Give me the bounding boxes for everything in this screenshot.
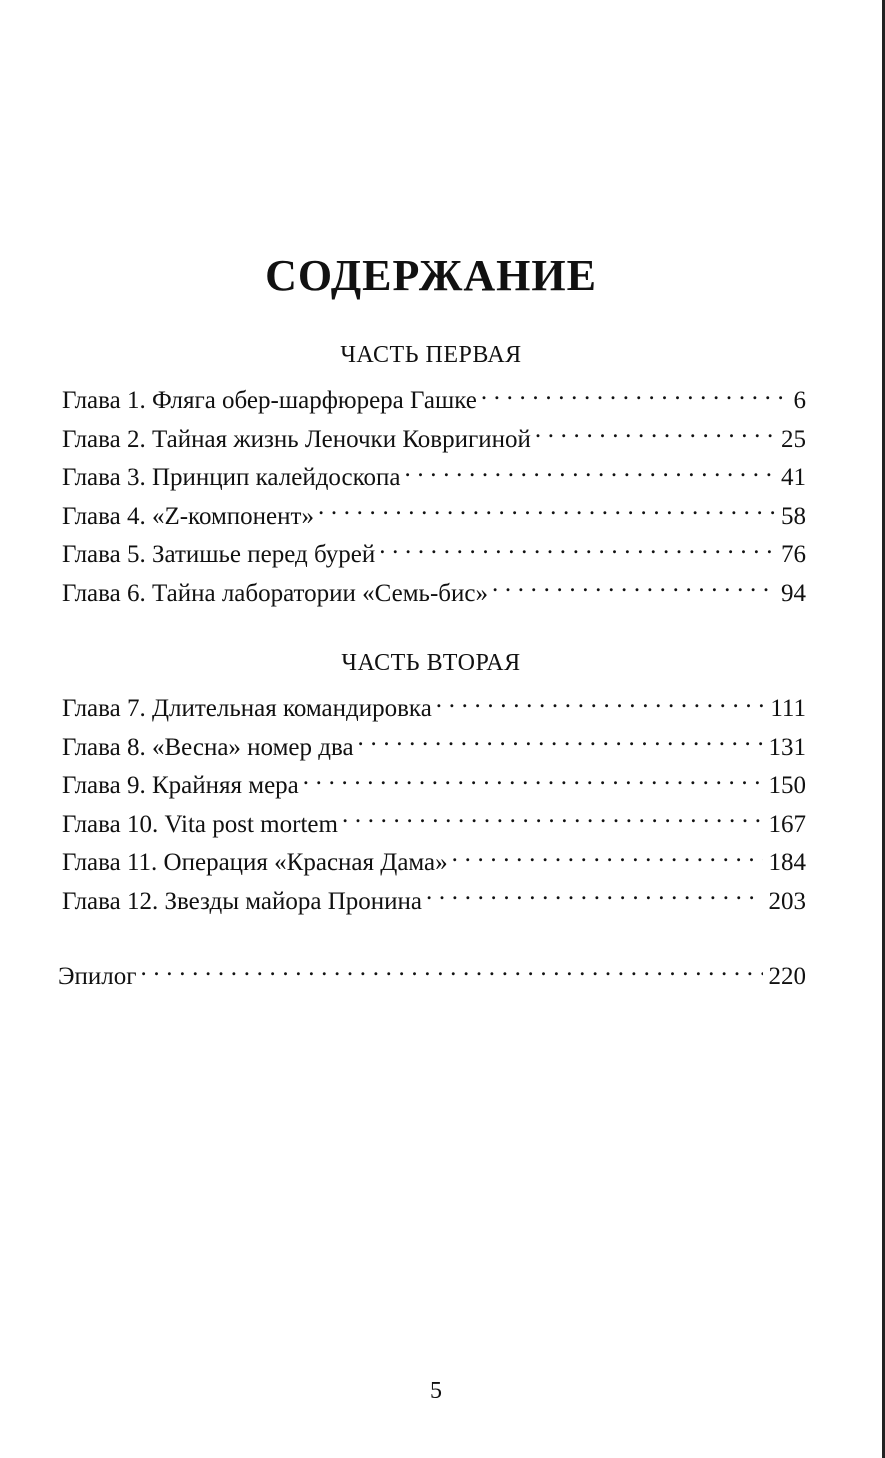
- page-number: 5: [430, 1378, 442, 1404]
- toc-entry-label: Глава 10. Vita post mortem: [62, 810, 338, 838]
- toc-entry-page: 111: [770, 695, 806, 722]
- toc-entry[interactable]: [62, 571, 806, 610]
- toc-entry-page: 220: [768, 963, 806, 990]
- page-title: СОДЕРЖАНИЕ: [265, 251, 597, 300]
- toc-entry[interactable]: [62, 532, 806, 571]
- toc-entry[interactable]: [62, 378, 806, 417]
- dot-leader: [481, 378, 788, 408]
- toc-entry-page: 58: [781, 502, 806, 530]
- dot-leader: [303, 763, 763, 793]
- toc-entry-label: Глава 2. Тайная жизнь Леночки Ковригиной: [62, 425, 531, 453]
- toc-entry-page: 167: [768, 810, 806, 838]
- toc-entry-page: 131: [768, 733, 806, 761]
- toc-entry-label: Глава 9. Крайняя мера: [62, 772, 299, 799]
- part-two-toc: [62, 686, 806, 917]
- toc-entry-label: Глава 6. Тайна лаборатории «Семь-бис»: [62, 579, 488, 607]
- toc-entry[interactable]: [62, 455, 806, 494]
- dot-leader: [452, 840, 763, 870]
- toc-entry-label: Глава 4. «Z-компонент»: [62, 502, 314, 530]
- dot-leader: [426, 879, 763, 909]
- toc-entry-label: Глава 11. Операция «Красная Дама»: [62, 849, 448, 876]
- dot-leader: [436, 686, 765, 716]
- toc-entry-page: 203: [768, 887, 806, 915]
- dot-leader: [492, 571, 775, 601]
- dot-leader: [379, 532, 775, 562]
- dot-leader: [342, 802, 763, 832]
- toc-entry-label: Глава 12. Звезды майора Пронина: [62, 887, 422, 915]
- part-one-heading: ЧАСТЬ ПЕРВАЯ: [340, 342, 522, 368]
- dot-leader: [535, 417, 775, 447]
- toc-entry-label: Глава 1. Фляга обер-шарфюрера Гашке: [62, 387, 477, 414]
- toc-entry-page: 25: [781, 425, 806, 453]
- dot-leader: [141, 954, 763, 984]
- epilogue-toc: [58, 954, 806, 993]
- toc-entry[interactable]: [62, 494, 806, 533]
- toc-entry[interactable]: [62, 879, 806, 918]
- toc-entry-page: 6: [793, 387, 806, 414]
- toc-entry-page: 184: [768, 849, 806, 876]
- toc-entry-page: 41: [781, 464, 806, 491]
- part-two-heading: ЧАСТЬ ВТОРАЯ: [341, 650, 521, 676]
- toc-entry-label: Глава 3. Принцип калейдоскопа: [62, 464, 401, 491]
- toc-entry-page: 76: [781, 541, 806, 568]
- dot-leader: [405, 455, 776, 485]
- toc-entry-label: Эпилог: [58, 963, 137, 990]
- toc-entry[interactable]: [62, 417, 806, 456]
- toc-entry[interactable]: [62, 840, 806, 879]
- toc-entry[interactable]: [62, 686, 806, 725]
- dot-leader: [358, 725, 763, 755]
- toc-entry-label: Глава 5. Затишье перед бурей: [62, 541, 376, 568]
- toc-entry-page: 94: [781, 579, 806, 607]
- toc-entry-epilogue[interactable]: [58, 954, 806, 993]
- toc-entry[interactable]: [62, 802, 806, 841]
- dot-leader: [318, 494, 775, 524]
- part-one-toc: [62, 378, 806, 609]
- toc-entry-label: Глава 8. «Весна» номер два: [62, 733, 354, 761]
- toc-entry-page: 150: [768, 772, 806, 799]
- toc-entry-label: Глава 7. Длительная командировка: [62, 695, 432, 722]
- toc-entry[interactable]: [62, 725, 806, 764]
- toc-entry[interactable]: [62, 763, 806, 802]
